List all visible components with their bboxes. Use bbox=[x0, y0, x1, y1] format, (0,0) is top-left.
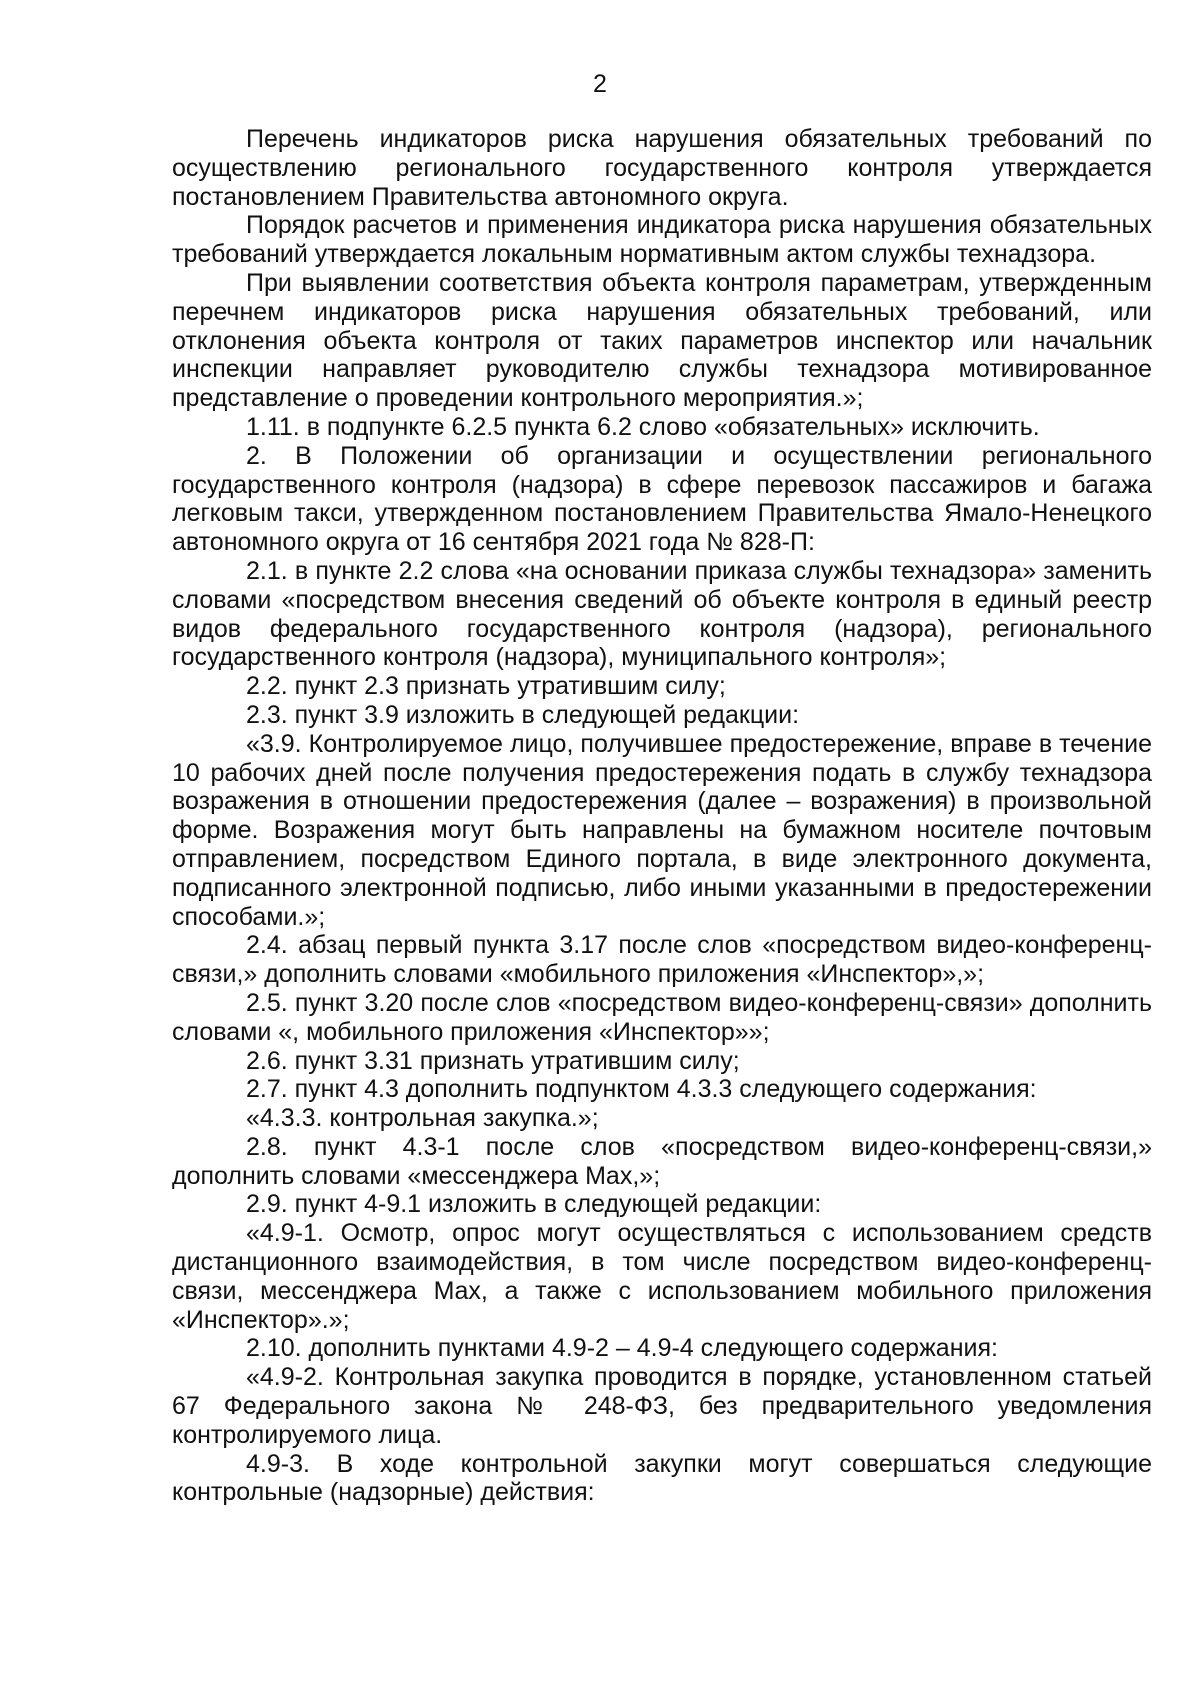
paragraph: 2.10. дополнить пунктами 4.9-2 – 4.9-4 следующего содержания: bbox=[246, 1334, 998, 1363]
paragraph: «4.9-2. Контрольная закупка проводится в порядке, установленном статьей 67 Федерального закона № 248-ФЗ, без предварительного уведомления контролируемого лица. bbox=[172, 1363, 1152, 1449]
paragraph: 2.8. пункт 4.3-1 после слов «посредством видео-конференц-связи,» дополнить словами «мессенджера Max,»; bbox=[172, 1132, 1152, 1190]
paragraph: Перечень индикаторов риска нарушения обязательных требований по осуществлению регионального государственного контроля утверждается постановлением Правительства автономного округа. bbox=[172, 125, 1152, 211]
paragraph: 2.2. пункт 2.3 признать утратившим силу; bbox=[246, 672, 726, 701]
paragraph: 2.5. пункт 3.20 после слов «посредством видео-конференц-связи» дополнить словами «, мобильного приложения «Инспектор»»; bbox=[172, 988, 1152, 1046]
paragraph: 2.9. пункт 4-9.1 изложить в следующей редакции: bbox=[246, 1190, 822, 1219]
paragraph: «4.3.3. контрольная закупка.»; bbox=[246, 1104, 599, 1133]
paragraph: 2. В Положении об организации и осуществлении регионального государственного контроля (надзора) в сфере перевозок пассажиров и багажа легковым такси, утвержденном постановлением Правительства Ямало-Ненецкого автономного округа от 16 сентября 2021 года № 828-П: bbox=[172, 441, 1152, 557]
paragraph: 4.9-3. В ходе контрольной закупки могут совершаться следующие контрольные (надзорные) действия: bbox=[172, 1449, 1152, 1507]
paragraph: При выявлении соответствия объекта контроля параметрам, утвержденным перечнем индикаторов риска нарушения обязательных требований, или отклонения объекта контроля от таких параметров инспектор или начальник инспекции направляет руководителю службы технадзора мотивированное представление о проведении контрольного мероприятия.»; bbox=[172, 268, 1152, 413]
paragraph: 2.3. пункт 3.9 изложить в следующей редакции: bbox=[246, 700, 800, 729]
page-number: 2 bbox=[593, 70, 607, 98]
paragraph: 1.11. в подпункте 6.2.5 пункта 6.2 слово «обязательных» исключить. bbox=[246, 412, 1040, 441]
paragraph: 2.1. в пункте 2.2 слова «на основании приказа службы технадзора» заменить словами «посредством внесения сведений об объекте контроля в единый реестр видов федерального государственного контроля (надзора), регионального государственного контроля (надзора), муниципального контроля»; bbox=[172, 556, 1152, 672]
document-body bbox=[172, 125, 1152, 1507]
paragraph: 2.6. пункт 3.31 признать утратившим силу; bbox=[246, 1046, 740, 1075]
paragraph: Порядок расчетов и применения индикатора риска нарушения обязательных требований утверждается локальным нормативным актом службы технадзора. bbox=[172, 211, 1152, 269]
paragraph: 2.4. абзац первый пункта 3.17 после слов «посредством видео-конференц-связи,» дополнить словами «мобильного приложения «Инспектор»,»; bbox=[172, 931, 1152, 989]
paragraph: 2.7. пункт 4.3 дополнить подпунктом 4.3.3 следующего содержания: bbox=[246, 1075, 1037, 1104]
paragraph: «4.9-1. Осмотр, опрос могут осуществляться с использованием средств дистанционного взаимодействия, в том числе посредством видео-конференц-связи, мессенджера Max, а также с использованием мобильного приложения «Инспектор».»; bbox=[172, 1219, 1152, 1334]
paragraph: «3.9. Контролируемое лицо, получившее предостережение, вправе в течение 10 рабочих дней после получения предостережения подать в службу технадзора возражения в отношении предостережения (далее – возражения) в произвольной форме. Возражения могут быть направлены на бумажном носителе почтовым отправлением, посредством Единого портала, в виде электронного документа, подписанного электронной подписью, либо иными указанными в предостережении способами.»; bbox=[172, 729, 1152, 931]
